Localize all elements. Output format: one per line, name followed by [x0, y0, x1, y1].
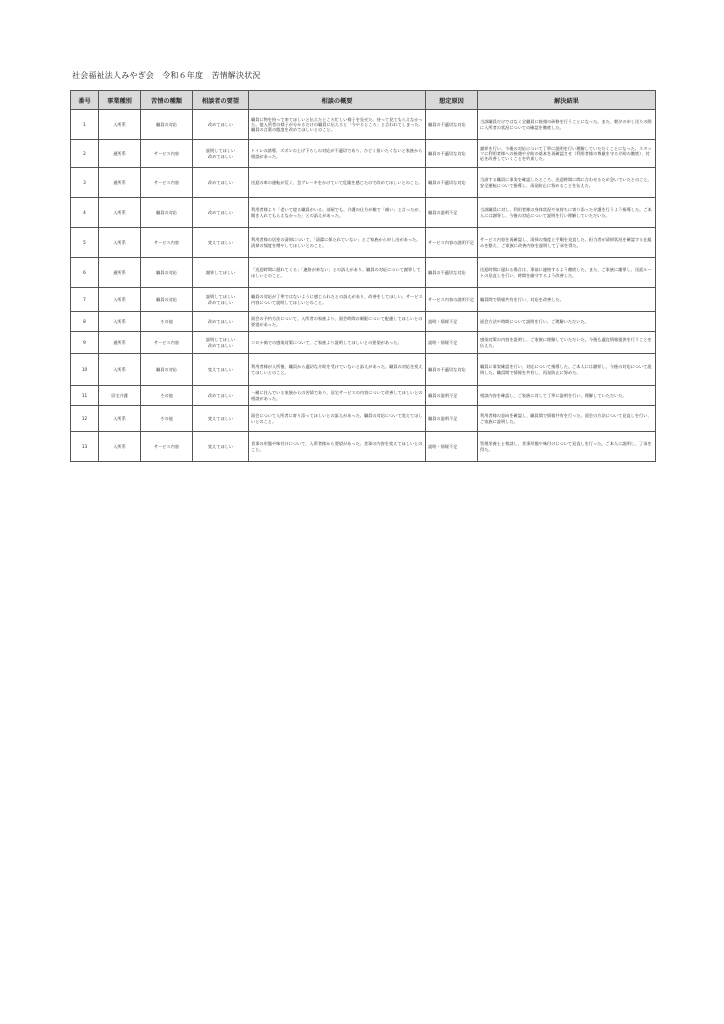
cell-cause: サービス内容の説明不足 — [426, 288, 478, 312]
cell-no: 10 — [71, 354, 99, 386]
table-row — [71, 332, 656, 354]
cell-request: 説明してほしい 改めてほしい — [193, 140, 249, 168]
cell-request: 改めてほしい — [193, 110, 249, 140]
cell-kind: 職員の対応 — [141, 258, 193, 288]
cell-no: 12 — [71, 406, 99, 432]
cell-type: 入所系 — [99, 228, 141, 258]
cell-result: 当該する職員に事実を確認したところ、送迎時間に間に合わせるため急いでいたとのこと。安全運転について指導し、再発防止に努めることを伝えた。 — [478, 168, 656, 198]
cell-no: 11 — [71, 386, 99, 406]
cell-kind: サービス内容 — [141, 228, 193, 258]
cell-no: 2 — [71, 140, 99, 168]
cell-kind: サービス内容 — [141, 332, 193, 354]
cell-type: 通所系 — [99, 258, 141, 288]
table-row — [71, 354, 656, 386]
cell-result: サービス内容を再確認し、清掃の頻度と手順を見直した。担当者が清掃状況を確認する仕組みを整え、ご家族に改善内容を説明して了承を得た。 — [478, 228, 656, 258]
table-row — [71, 406, 656, 432]
cell-request: 変えてほしい — [193, 432, 249, 462]
table-body — [71, 110, 656, 462]
table-row — [71, 140, 656, 168]
cell-type: 入所系 — [99, 312, 141, 332]
header-summary: 相談の概要 — [249, 91, 426, 110]
cell-cause: 説明・情報不足 — [426, 432, 478, 462]
table-row — [71, 312, 656, 332]
cell-summary: 利用者様が入所後、職員から適切な介助を受けていないと訴えがあった。職員の対応を変えてほしいとのこと。 — [249, 354, 426, 386]
cell-request: 改めてほしい — [193, 312, 249, 332]
cell-summary: 面会について入所者に寄り添ってほしいとの訴えがあった。職員の対応について変えてほしいとのこと。 — [249, 406, 426, 432]
cell-type: 通所系 — [99, 140, 141, 168]
complaint-table — [70, 90, 656, 462]
cell-request: 説明してほしい 改めてほしい — [193, 332, 249, 354]
cell-no: 5 — [71, 228, 99, 258]
cell-request: 変えてほしい — [193, 406, 249, 432]
cell-summary: 職員に物を持って来てほしいと伝えたところ忙しい様子を見せた。待って見てもらえなかった。他入所者の様子が分かるだけの職員に伝えると「今やるところ」と言われてしまった。職員の言葉の態度を改めてほしいとのこと。 — [249, 110, 426, 140]
cell-no: 3 — [71, 168, 99, 198]
cell-request: 改めてほしい — [193, 168, 249, 198]
cell-result: 謝罪を行い、今後の対応について丁寧に説明を行い理解していただくことになった。スタッフに利用者様への接遇や介助の基本を再確認させ（利用者様の尊厳を守る介助の徹底）、対応を改善していくことを約束した。 — [478, 140, 656, 168]
cell-type: 入所系 — [99, 406, 141, 432]
cell-type: 入所系 — [99, 198, 141, 228]
table-row — [71, 168, 656, 198]
cell-cause: 説明・情報不足 — [426, 332, 478, 354]
table-row — [71, 228, 656, 258]
cell-summary: 送迎の車の運転が荒く、急ブレーキをかけていて危険を感じたので改めてほしいとのこと。 — [249, 168, 426, 198]
cell-type: 居宅介護 — [99, 386, 141, 406]
cell-cause: 職員の不適切な対応 — [426, 140, 478, 168]
cell-result: 管理栄養士と相談し、食事形態や味付けについて見直しを行った。ご本人に説明し、了承を得た。 — [478, 432, 656, 462]
cell-kind: サービス内容 — [141, 140, 193, 168]
table-row — [71, 110, 656, 140]
cell-no: 6 — [71, 258, 99, 288]
cell-summary: 利用者様の居室の清掃について、「清潔に保たれていない」とご家族から申し出があった。清掃の頻度を増やしてほしいとのこと。 — [249, 228, 426, 258]
cell-cause: 職員の不適切な対応 — [426, 168, 478, 198]
cell-result: 相談内容を確認し、ご家族に対して丁寧に説明を行い、理解していただいた。 — [478, 386, 656, 406]
header-row — [71, 91, 656, 110]
cell-request: 説明してほしい 改めてほしい — [193, 288, 249, 312]
cell-type: 通所系 — [99, 332, 141, 354]
cell-summary: トイレの誘導、ズボンの上げ下ろしの対応が不適切であり、ひどく扱いたくないと家族から相談があった。 — [249, 140, 426, 168]
page-title: 社会福祉法人みやぎ会 令和６年度 苦情解決状況 — [72, 71, 261, 80]
cell-result: 当該職員に対し、利用者様の身体状況や気持ちに寄り添った介護を行うよう指導した。ご本人には謝罪し、今後の対応について説明を行い理解していただいた。 — [478, 198, 656, 228]
header-request: 相談者の要望 — [193, 91, 249, 110]
cell-cause: 職員の説明不足 — [426, 386, 478, 406]
cell-type: 入所系 — [99, 288, 141, 312]
header-result: 解決結果 — [478, 91, 656, 110]
cell-no: 13 — [71, 432, 99, 462]
table-row — [71, 288, 656, 312]
cell-type: 入所系 — [99, 110, 141, 140]
cell-result: 当該職員だけではなく全職員に接遇の研修を行うことになった。また、朝夕の申し送りの際に入所者の状況についての確認を徹底した。 — [478, 110, 656, 140]
cell-result: 面会方法や時間について説明を行い、ご理解いただいた。 — [478, 312, 656, 332]
cell-no: 4 — [71, 198, 99, 228]
cell-kind: その他 — [141, 406, 193, 432]
cell-request: 改めてほしい — [193, 386, 249, 406]
cell-result: 職員に事実確認を行い、対応について指導した。ご本人には謝罪し、今後の対応について説明した。職員間で情報を共有し、再発防止に努めた。 — [478, 354, 656, 386]
cell-request: 変えてほしい — [193, 228, 249, 258]
cell-summary: コロナ禍での感染対策について、ご家族より説明してほしいとの要望があった。 — [249, 332, 426, 354]
cell-cause: 職員の不適切な対応 — [426, 110, 478, 140]
cell-no: 8 — [71, 312, 99, 332]
cell-no: 9 — [71, 332, 99, 354]
cell-cause: 説明・情報不足 — [426, 312, 478, 332]
header-kind: 苦情の種類 — [141, 91, 193, 110]
cell-summary: 食事の形態や味付けについて、入所者様から要望があった。食事の内容を変えてほしいとのこと。 — [249, 432, 426, 462]
cell-kind: 職員の対応 — [141, 110, 193, 140]
table-row — [71, 386, 656, 406]
cell-kind: 職員の対応 — [141, 354, 193, 386]
header-type: 事業種別 — [99, 91, 141, 110]
cell-type: 入所系 — [99, 354, 141, 386]
cell-summary: 「送迎時間に遅れてくる」「連絡が来ない」との訴えがあり、職員の対応について謝罪してほしいとのこと。 — [249, 258, 426, 288]
cell-summary: 利用者様より「老いて寝る職員がいる。部屋でも、介護の仕方が雑で「痛い」と言ったが、聞き入れてもらえなかった」との訴えがあった。 — [249, 198, 426, 228]
cell-type: 入所系 — [99, 432, 141, 462]
cell-result: 感染対策の内容を説明し、ご家族に理解していただいた。今後も適宜情報提供を行うことを伝えた。 — [478, 332, 656, 354]
header-no: 番号 — [71, 91, 99, 110]
cell-cause: 職員の説明不足 — [426, 406, 478, 432]
cell-kind: その他 — [141, 386, 193, 406]
table-row — [71, 198, 656, 228]
cell-kind: サービス内容 — [141, 432, 193, 462]
cell-summary: 一緒に住んでいる家族からの苦情であり、居宅サービスの内容について改善してほしいとの相談があった。 — [249, 386, 426, 406]
cell-type: 通所系 — [99, 168, 141, 198]
cell-cause: 職員の不適切な対応 — [426, 354, 478, 386]
cell-cause: 職員の説明不足 — [426, 198, 478, 228]
cell-kind: その他 — [141, 312, 193, 332]
cell-result: 送迎時間に遅れる場合は、事前に連絡するよう徹底した。また、ご家族に謝罪し、送迎ルートの見直しを行い、時間を厳守するよう改善した。 — [478, 258, 656, 288]
cell-request: 改めてほしい — [193, 198, 249, 228]
cell-summary: 面会の予約方法について、入所者の家族より、面会時間の制限について配慮してほしいとの要望があった。 — [249, 312, 426, 332]
cell-no: 7 — [71, 288, 99, 312]
table-row — [71, 258, 656, 288]
cell-request: 変えてほしい — [193, 354, 249, 386]
cell-request: 謝罪してほしい — [193, 258, 249, 288]
header-cause: 想定原因 — [426, 91, 478, 110]
table-row — [71, 432, 656, 462]
cell-cause: サービス内容の説明不足 — [426, 228, 478, 258]
cell-kind: サービス内容 — [141, 168, 193, 198]
cell-kind: 職員の対応 — [141, 198, 193, 228]
cell-result: 利用者様の意向を確認し、職員間で情報共有を行った。面会の方法について見直しを行い、ご家族に説明した。 — [478, 406, 656, 432]
cell-result: 職員間で情報共有を行い、対応を改善した。 — [478, 288, 656, 312]
cell-summary: 職員の対応が丁寧ではないように感じられたとの訴えがあり、改善をしてほしい。サービス内容について説明してほしいとのこと。 — [249, 288, 426, 312]
cell-no: 1 — [71, 110, 99, 140]
cell-cause: 職員の不適切な対応 — [426, 258, 478, 288]
cell-kind: 職員の対応 — [141, 288, 193, 312]
